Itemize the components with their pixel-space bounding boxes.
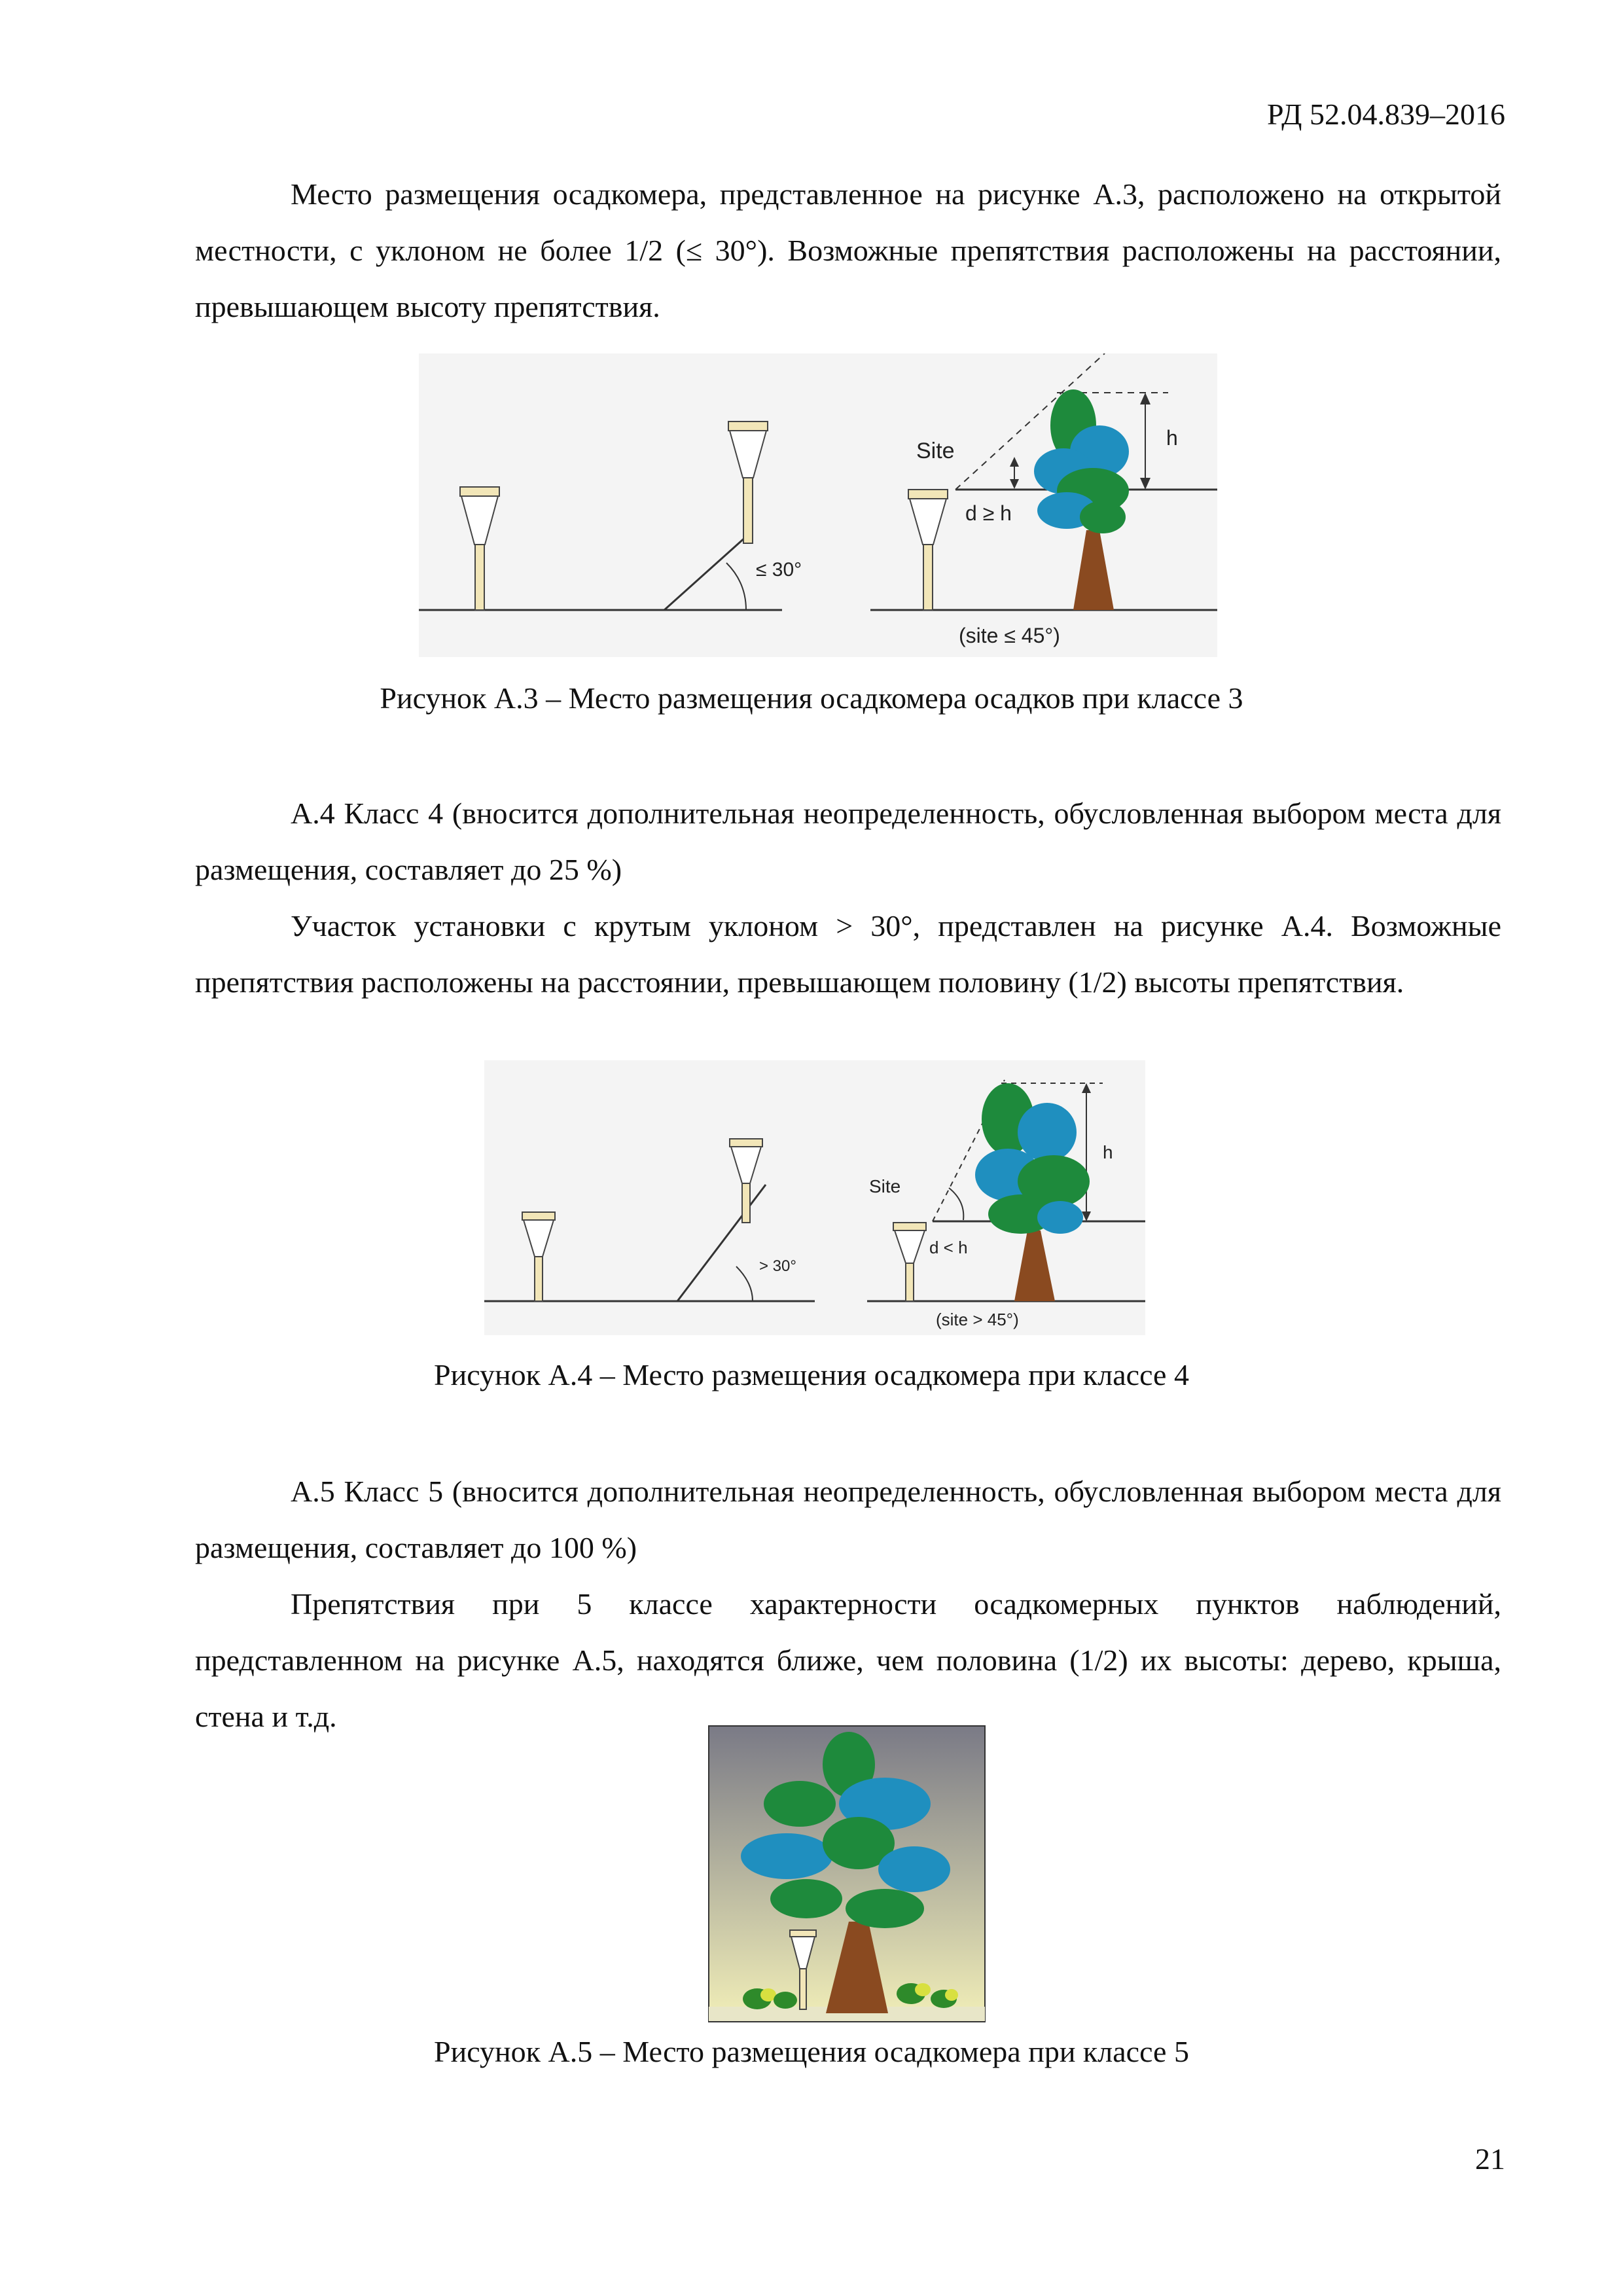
distance-label: d < h xyxy=(929,1238,968,1257)
site-label: Site xyxy=(916,439,955,463)
page-number: 21 xyxy=(1475,2142,1505,2176)
site-label: Site xyxy=(869,1176,901,1196)
paragraph-class4-description: Участок установки с крутым уклоном > 30°, представлен на рисунке А.4. Возможные препятствия расположены на расстоянии, превышающем половину (1/2) высоты препятствия. xyxy=(195,909,1501,999)
paragraph-class5-description: Препятствия при 5 классе характерности осадкомерных пунктов наблюдений, представленном на рисунке А.5, находятся ближе, чем половина (1/2) их высоты: дерево, крыша, стена и т.д. xyxy=(195,1587,1501,1733)
paragraph-class5-heading: А.5 Класс 5 (вносится дополнительная неопределенность, обусловленная выбором места для размещения, составляет до 100 %) xyxy=(195,1475,1501,1564)
figure-a4-diagram xyxy=(484,1060,1145,1335)
site-angle-label: (site > 45°) xyxy=(936,1310,1019,1329)
figure-a3 xyxy=(419,353,1217,657)
slope-angle-label: ≤ 30° xyxy=(756,559,802,581)
paragraph-class4-heading: А.4 Класс 4 (вносится дополнительная неопределенность, обусловленная выбором места для размещения, составляет до 25 %) xyxy=(195,797,1501,886)
slope-angle-label: > 30° xyxy=(759,1257,796,1275)
paragraph-class3-description: Место размещения осадкомера, представленное на рисунке А.3, расположено на открытой местности, с уклоном не более 1/2 (≤ 30°). Возможные препятствия расположены на расстоянии, превышающем высоту препятствия. xyxy=(195,177,1501,323)
height-label: h xyxy=(1166,426,1178,450)
figure-a5-caption: Рисунок А.5 – Место размещения осадкомера при классе 5 xyxy=(434,2035,1189,2068)
figure-a5 xyxy=(708,1725,986,2022)
figure-a3-caption: Рисунок А.3 – Место размещения осадкомера осадков при классе 3 xyxy=(380,681,1243,715)
site-angle-label: (site ≤ 45°) xyxy=(959,624,1060,647)
height-label: h xyxy=(1103,1142,1113,1162)
figure-a5-illustration xyxy=(708,1725,986,2022)
figure-a4-caption: Рисунок А.4 – Место размещения осадкомера при классе 4 xyxy=(434,1358,1189,1391)
distance-label: d ≥ h xyxy=(965,501,1012,525)
figure-a3-diagram xyxy=(419,353,1217,657)
figure-a4 xyxy=(484,1060,1145,1335)
document-id-header: РД 52.04.839–2016 xyxy=(1266,98,1505,131)
